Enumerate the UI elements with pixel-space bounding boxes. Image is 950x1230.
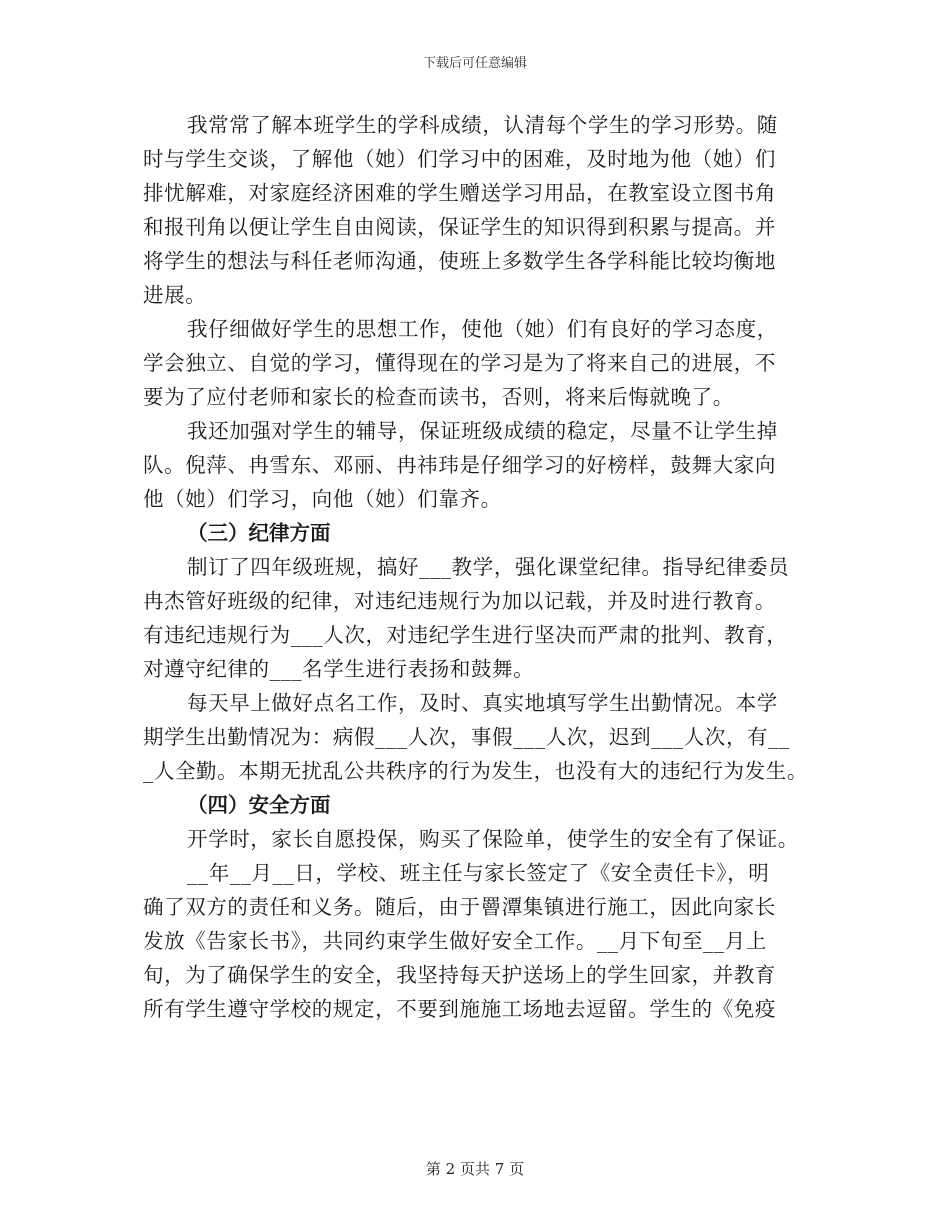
text-line: 确了双方的责任和义务。随后，由于罾潭集镇进行施工，因此向家长 bbox=[143, 895, 776, 919]
text-line: 他（她）们学习，向他（她）们靠齐。 bbox=[143, 487, 502, 511]
text-line: 冉杰管好班级的纪律，对违纪违规行为加以记载，并及时进行教育。 bbox=[143, 589, 776, 613]
text-line: 发放《告家长书》，共同约束学生做好安全工作。__月下旬至__月上 bbox=[143, 929, 767, 953]
text-line: 我常常了解本班学生的学科成绩，认清每个学生的学习形势。随 bbox=[187, 113, 778, 137]
text-line: 学会独立、自觉的学习，懂得现在的学习是为了将来自己的进展，不 bbox=[143, 351, 776, 375]
text-line: 我仔细做好学生的思想工作，使他（她）们有良好的学习态度， bbox=[187, 317, 778, 341]
page-header: 下载后可任意编辑 bbox=[422, 56, 527, 71]
page-footer: 第 2 页共 7 页 bbox=[425, 1160, 525, 1178]
text-line: 排忧解难，对家庭经济困难的学生赠送学习用品，在教室设立图书角 bbox=[143, 181, 776, 205]
text-line: 每天早上做好点名工作，及时、真实地填写学生出勤情况。本学 bbox=[187, 691, 778, 715]
text-line: _人全勤。本期无扰乱公共秩序的行为发生，也没有大的违纪行为发生。 bbox=[143, 759, 808, 783]
text-line: 所有学生遵守学校的规定，不要到施施工场地去逗留。学生的《免疫 bbox=[143, 997, 776, 1021]
document-body bbox=[143, 108, 823, 1026]
text-line: 我还加强对学生的辅导，保证班级成绩的稳定，尽量不让学生掉 bbox=[187, 419, 778, 443]
text-line: 对遵守纪律的___名学生进行表扬和鼓舞。 bbox=[143, 657, 535, 681]
text-line: 和报刊角以便让学生自由阅读，保证学生的知识得到积累与提高。并 bbox=[143, 215, 776, 239]
text-line: 有违纪违规行为___人次，对违纪学生进行坚决而严肃的批判、教育， bbox=[143, 623, 788, 647]
text-line: 进展。 bbox=[143, 283, 207, 307]
text-line: 要为了应付老师和家长的检查而读书，否则，将来后悔就晚了。 bbox=[143, 385, 734, 409]
text-line: __年__月__日，学校、班主任与家长签定了《安全责任卡》，明 bbox=[187, 861, 770, 885]
section-heading: （三）纪律方面 bbox=[187, 521, 331, 545]
text-line: 旬，为了确保学生的安全，我坚持每天护送场上的学生回家，并教育 bbox=[143, 963, 776, 987]
text-line: 队。倪萍、冉雪东、邓丽、冉祎玮是仔细学习的好榜样，鼓舞大家向 bbox=[143, 453, 776, 477]
section-heading: （四）安全方面 bbox=[187, 793, 331, 817]
text-line: 将学生的想法与科任老师沟通，使班上多数学生各学科能比较均衡地 bbox=[143, 249, 776, 273]
text-line: 时与学生交谈，了解他（她）们学习中的困难，及时地为他（她）们 bbox=[143, 147, 776, 171]
text-line: 制订了四年级班规，搞好___教学，强化课堂纪律。指导纪律委员 bbox=[187, 555, 790, 579]
text-line: 期学生出勤情况为：病假___人次，事假___人次，迟到___人次，有__ bbox=[143, 725, 790, 749]
text-line: 开学时，家长自愿投保，购买了保险单，使学生的安全有了保证。 bbox=[187, 827, 799, 851]
